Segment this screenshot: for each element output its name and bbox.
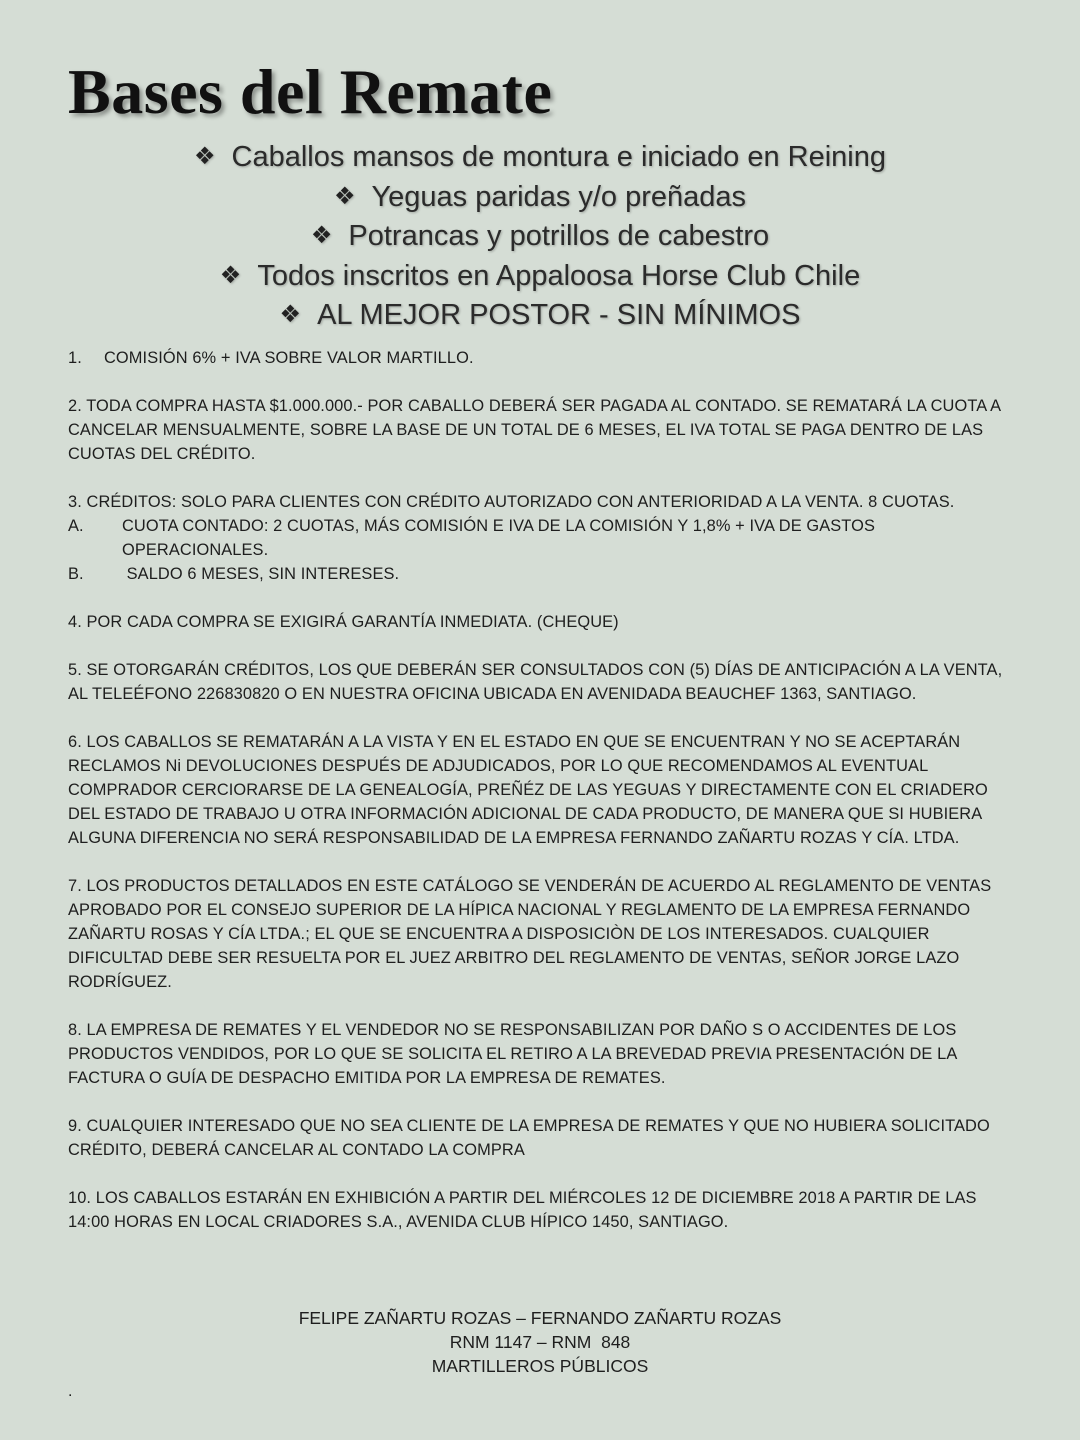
trailing-mark: . xyxy=(68,1383,73,1400)
highlights-list xyxy=(0,138,1080,336)
term-6: 6. LOS CABALLOS SE REMATARÁN A LA VISTA Y EN EL ESTADO EN QUE SE ENCUENTRAN Y NO SE ACEPTARÁN RECLAMOS Ni DEVOLUCIONES DESPUÉS DE ADJUDICADOS, POR LO QUE RECOMENDAMOS AL EVENTUAL COMPRADOR CERCIORARSE DE LA GENEALOGÍA, PREÑÉZ DE LAS YEGUAS Y DIRECTAMENTE CON EL CRIADERO DEL ESTADO DE TRABAJO U OTRA INFORMACIÓN ADICIONAL DE CADA PRODUCTO, DE MANERA QUE SI HUBIERA ALGUNA DIFERENCIA NO SERÁ RESPONSABILIDAD DE LA EMPRESA FERNANDO ZAÑARTU ROZAS Y CÍA. LTDA. xyxy=(68,733,988,847)
term-2: 2. TODA COMPRA HASTA $1.000.000.- POR CABALLO DEBERÁ SER PAGADA AL CONTADO. SE REMATARÁ LA CUOTA A CANCELAR MENSUALMENTE, SOBRE LA BASE DE UN TOTAL DE 6 MESES, EL IVA TOTAL SE PAGA DENTRO DE LAS CUOTAS DEL CRÉDITO. xyxy=(68,397,1001,463)
term-5: 5. SE OTORGARÁN CRÉDITOS, LOS QUE DEBERÁN SER CONSULTADOS CON (5) DÍAS DE ANTICIPACIÓN A LA VENTA, AL TELEÉFONO 226830820 O EN NUESTRA OFICINA UBICADA EN AVENIDADA BEAUCHEF 1363, SANTIAGO. xyxy=(68,661,1003,703)
term-8: 8. LA EMPRESA DE REMATES Y EL VENDEDOR NO SE RESPONSABILIZAN POR DAÑO S O ACCIDENTES DE LOS PRODUCTOS VENDIDOS, POR LO QUE SE SOLICITA EL RETIRO A LA BREVEDAD PREVIA PRESENTACIÓN DE LA FACTURA O GUÍA DE DESPACHO EMITIDA POR LA EMPRESA DE REMATES. xyxy=(68,1021,957,1087)
diamond-bullet-icon: ❖ xyxy=(193,142,216,170)
signature-block xyxy=(0,1306,1080,1378)
term-1: 1. COMISIÓN 6% + IVA SOBRE VALOR MARTILLO. xyxy=(68,349,474,367)
diamond-bullet-icon: ❖ xyxy=(310,221,333,249)
term-3b: B. SALDO 6 MESES, SIN INTERESES. xyxy=(68,565,400,583)
diamond-bullet-icon: ❖ xyxy=(279,300,302,328)
highlight-item: ❖ AL MEJOR POSTOR - SIN MÍNIMOS xyxy=(279,299,801,331)
auctioneer-registration: RNM 1147 – RNM 848 xyxy=(449,1332,631,1352)
highlight-item: ❖ Potrancas y potrillos de cabestro xyxy=(310,220,770,252)
term-3a: A. CUOTA CONTADO: 2 CUOTAS, MÁS COMISIÓN E IVA DE LA COMISIÓN Y 1,8% + IVA DE GASTOS OPERACIONALES. xyxy=(68,517,875,559)
term-10: 10. LOS CABALLOS ESTARÁN EN EXHIBICIÓN A PARTIR DEL MIÉRCOLES 12 DE DICIEMBRE 2018 A PARTIR DE LAS 14:00 HORAS EN LOCAL CRIADORES S.A., AVENIDA CLUB HÍPICO 1450, SANTIAGO. xyxy=(68,1189,977,1231)
page-title: Bases del Remate xyxy=(68,56,553,127)
term-3: 3. CRÉDITOS: SOLO PARA CLIENTES CON CRÉDITO AUTORIZADO CON ANTERIORIDAD A LA VENTA. 8 CUOTAS. xyxy=(68,493,955,511)
auctioneer-role: MARTILLEROS PÚBLICOS xyxy=(431,1356,649,1376)
diamond-bullet-icon: ❖ xyxy=(333,181,356,210)
term-4: 4. POR CADA COMPRA SE EXIGIRÁ GARANTÍA INMEDIATA. (CHEQUE) xyxy=(68,613,619,631)
highlight-item: ❖ Caballos mansos de montura e iniciado en Reining xyxy=(193,141,886,173)
highlight-item: ❖ Todos inscritos en Appaloosa Horse Club Chile xyxy=(219,259,861,292)
term-9: 9. CUALQUIER INTERESADO QUE NO SEA CLIENTE DE LA EMPRESA DE REMATES Y QUE NO HUBIERA SOLICITADO CRÉDITO, DEBERÁ CANCELAR AL CONTADO LA COMPRA xyxy=(68,1117,990,1159)
diamond-bullet-icon: ❖ xyxy=(219,260,242,289)
auctioneer-names: FELIPE ZAÑARTU ROZAS – FERNANDO ZAÑARTU ROZAS xyxy=(298,1308,782,1328)
term-7: 7. LOS PRODUCTOS DETALLADOS EN ESTE CATÁLOGO SE VENDERÁN DE ACUERDO AL REGLAMENTO DE VENTAS APROBADO POR EL CONSEJO SUPERIOR DE LA HÍPICA NACIONAL Y REGLAMENTO DE LA EMPRESA FERNANDO ZAÑARTU ROSAS Y CÍA LTDA.; EL QUE SE ENCUENTRA A DISPOSICIÒN DE LOS INTERESADOS. CUALQUIER DIFICULTAD DEBE SER RESUELTA POR EL JUEZ ARBITRO DEL REGLAMENTO DE VENTAS, SEÑOR JORGE LAZO RODRÍGUEZ. xyxy=(68,877,992,991)
terms-body xyxy=(68,346,1018,1258)
highlight-item: ❖ Yeguas paridas y/o preñadas xyxy=(333,180,747,213)
